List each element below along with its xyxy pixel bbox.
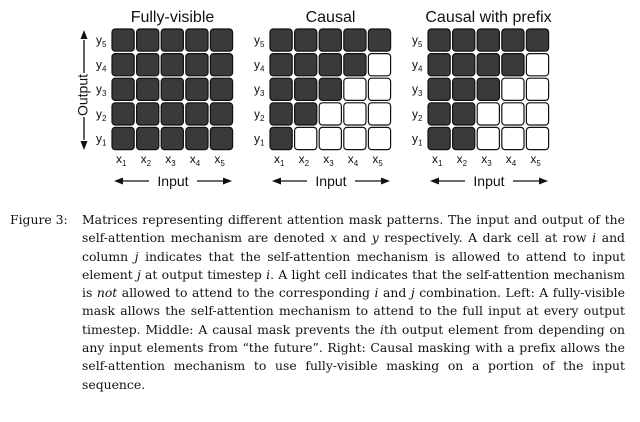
caption-part: allowed to attend to the corresponding bbox=[117, 285, 375, 301]
mask-cell-masked bbox=[526, 54, 548, 76]
column-label: $x_4$ bbox=[347, 152, 359, 168]
row-label: $y_1$ bbox=[412, 131, 423, 148]
mask-cell-visible bbox=[161, 103, 183, 125]
column-label: $x_3$ bbox=[165, 152, 176, 168]
input-axis-label: Input bbox=[157, 173, 189, 189]
mask-cell-visible bbox=[453, 78, 475, 100]
mask-cell-visible bbox=[137, 127, 159, 149]
mask-cell-visible bbox=[428, 29, 450, 51]
mask-cell-visible bbox=[295, 103, 317, 125]
caption-part: and bbox=[337, 230, 372, 246]
mask-cell-visible bbox=[319, 29, 341, 51]
column-label: $x_5$ bbox=[214, 152, 225, 168]
input-axis-label: Input bbox=[473, 173, 505, 189]
mask-cell-visible bbox=[477, 54, 499, 76]
column-label: $x_1$ bbox=[274, 152, 285, 168]
column-label: $x_2$ bbox=[456, 152, 468, 168]
input-axis-arrow-left bbox=[114, 178, 123, 185]
caption-math: j bbox=[134, 248, 139, 264]
mask-cell-visible bbox=[137, 54, 159, 76]
mask-cell-masked bbox=[477, 103, 499, 125]
column-label: $x_1$ bbox=[432, 152, 443, 168]
panel-title: Causal bbox=[305, 9, 356, 26]
panel-title: Causal with prefix bbox=[425, 9, 552, 26]
row-label: $y_1$ bbox=[96, 131, 107, 148]
mask-cell-masked bbox=[344, 78, 366, 100]
column-label: $x_5$ bbox=[530, 152, 541, 168]
mask-cell-masked bbox=[526, 103, 548, 125]
row-label: $y_4$ bbox=[96, 57, 107, 74]
attention-mask-figure bbox=[0, 0, 640, 200]
mask-cell-visible bbox=[270, 54, 292, 76]
mask-cell-visible bbox=[428, 78, 450, 100]
row-label: $y_2$ bbox=[96, 106, 107, 123]
caption-part: at output timestep bbox=[140, 266, 267, 282]
mask-cell-visible bbox=[344, 29, 366, 51]
input-axis-arrow-right bbox=[539, 178, 548, 185]
mask-cell-masked bbox=[526, 127, 548, 149]
column-label: $x_3$ bbox=[481, 152, 492, 168]
column-label: $x_2$ bbox=[298, 152, 310, 168]
mask-cell-visible bbox=[161, 78, 183, 100]
mask-cell-visible bbox=[112, 103, 134, 125]
row-label: $y_3$ bbox=[254, 82, 265, 99]
panel-title: Fully-visible bbox=[130, 9, 215, 26]
mask-cell-visible bbox=[112, 127, 134, 149]
mask-panel-causal-prefix bbox=[412, 9, 552, 190]
mask-cell-visible bbox=[295, 54, 317, 76]
input-axis-arrow-left bbox=[272, 178, 281, 185]
caption-label: Figure 3: bbox=[10, 212, 68, 227]
caption-math: y bbox=[371, 230, 379, 246]
caption-part: Matrices representing different attention mask patterns. The input and output of the self-attention mechanism are denoted bbox=[82, 212, 625, 246]
column-label: $x_1$ bbox=[116, 152, 127, 168]
mask-cell-visible bbox=[270, 103, 292, 125]
input-axis-arrow-right bbox=[381, 178, 390, 185]
row-label: $y_3$ bbox=[96, 82, 107, 99]
caption-part: and bbox=[378, 285, 411, 301]
mask-cell-visible bbox=[270, 127, 292, 149]
mask-cell-visible bbox=[295, 78, 317, 100]
input-axis-label: Input bbox=[315, 173, 347, 189]
mask-cell-masked bbox=[319, 127, 341, 149]
input-axis-arrow-right bbox=[223, 178, 232, 185]
caption-part: . A light cell indicates that the self-attention mechanism is bbox=[82, 266, 625, 301]
mask-cell-visible bbox=[186, 103, 208, 125]
mask-cell-masked bbox=[368, 127, 390, 149]
column-label: $x_2$ bbox=[140, 152, 152, 168]
mask-cell-visible bbox=[368, 29, 390, 51]
mask-cell-visible bbox=[428, 127, 450, 149]
mask-cell-masked bbox=[319, 103, 341, 125]
caption-part: indicates that the self-attention mechanism is allowed to attend to input element bbox=[82, 248, 625, 282]
caption-part: combination. Left: A fully-visible mask allows the self-attention mechanism to attend to the full input at every output timestep. Middle: A causal mask prevents the bbox=[82, 285, 625, 337]
mask-cell-visible bbox=[344, 54, 366, 76]
mask-cell-visible bbox=[428, 103, 450, 125]
caption-math: i bbox=[374, 285, 379, 301]
column-label: $x_4$ bbox=[505, 152, 517, 168]
mask-cell-masked bbox=[295, 127, 317, 149]
row-label: $y_3$ bbox=[412, 82, 423, 99]
output-axis-label: Output bbox=[74, 73, 91, 117]
mask-cell-visible bbox=[161, 29, 183, 51]
mask-cell-visible bbox=[526, 29, 548, 51]
caption-part: th output element from depending on any input elements from “the future”. Right: Causal masking with a prefix allows the self-attention mechanism to use fully-visible masking on a portion of the input sequence. bbox=[82, 321, 625, 392]
mask-cell-visible bbox=[453, 54, 475, 76]
caption-math: i bbox=[266, 266, 271, 282]
mask-cell-masked bbox=[477, 127, 499, 149]
mask-cell-visible bbox=[137, 103, 159, 125]
caption-math: j bbox=[136, 266, 141, 282]
mask-cell-visible bbox=[137, 29, 159, 51]
row-label: $y_4$ bbox=[412, 57, 423, 74]
mask-cell-visible bbox=[112, 78, 134, 100]
mask-cell-visible bbox=[453, 29, 475, 51]
row-label: $y_5$ bbox=[96, 33, 107, 49]
mask-cell-visible bbox=[319, 54, 341, 76]
mask-cell-visible bbox=[186, 54, 208, 76]
caption-math: j bbox=[410, 285, 415, 301]
mask-cell-visible bbox=[453, 103, 475, 125]
mask-cell-masked bbox=[368, 54, 390, 76]
row-label: $y_1$ bbox=[254, 131, 265, 148]
row-label: $y_5$ bbox=[254, 33, 265, 49]
mask-panel-causal bbox=[254, 9, 391, 190]
mask-cell-visible bbox=[112, 54, 134, 76]
row-label: $y_5$ bbox=[412, 33, 423, 49]
mask-cell-visible bbox=[210, 103, 232, 125]
mask-cell-visible bbox=[319, 78, 341, 100]
mask-cell-visible bbox=[295, 29, 317, 51]
mask-cell-visible bbox=[502, 29, 524, 51]
mask-cell-visible bbox=[112, 29, 134, 51]
mask-cell-visible bbox=[453, 127, 475, 149]
mask-cell-masked bbox=[502, 78, 524, 100]
mask-cell-masked bbox=[526, 78, 548, 100]
mask-cell-visible bbox=[428, 54, 450, 76]
caption-math: x bbox=[330, 230, 338, 246]
column-label: $x_5$ bbox=[372, 152, 383, 168]
mask-cell-visible bbox=[161, 54, 183, 76]
output-axis bbox=[75, 30, 93, 150]
row-label: $y_2$ bbox=[412, 106, 423, 123]
mask-cell-visible bbox=[477, 78, 499, 100]
caption-math: i bbox=[592, 230, 597, 246]
row-label: $y_2$ bbox=[254, 106, 265, 123]
mask-cell-visible bbox=[210, 78, 232, 100]
input-axis-arrow-left bbox=[430, 178, 439, 185]
column-label: $x_3$ bbox=[323, 152, 334, 168]
mask-cell-visible bbox=[210, 29, 232, 51]
row-label: $y_4$ bbox=[254, 57, 265, 74]
mask-cell-masked bbox=[368, 103, 390, 125]
mask-panel-fully-visible bbox=[96, 9, 233, 190]
mask-cell-visible bbox=[270, 29, 292, 51]
mask-cell-masked bbox=[368, 78, 390, 100]
mask-cell-visible bbox=[270, 78, 292, 100]
mask-cell-visible bbox=[210, 127, 232, 149]
mask-cell-visible bbox=[161, 127, 183, 149]
mask-cell-visible bbox=[186, 29, 208, 51]
mask-cell-visible bbox=[477, 29, 499, 51]
caption-part: respectively. A dark cell at row bbox=[378, 230, 593, 246]
mask-cell-visible bbox=[137, 78, 159, 100]
column-label: $x_4$ bbox=[189, 152, 201, 168]
output-axis-arrow-up bbox=[81, 30, 88, 39]
mask-cell-visible bbox=[502, 54, 524, 76]
mask-cell-masked bbox=[344, 127, 366, 149]
caption-part: and column bbox=[82, 230, 625, 264]
mask-cell-visible bbox=[186, 127, 208, 149]
mask-cell-masked bbox=[502, 127, 524, 149]
output-axis-arrow-down bbox=[81, 141, 88, 150]
caption-math: i bbox=[380, 321, 385, 337]
mask-cell-masked bbox=[502, 103, 524, 125]
caption-emphasis: not bbox=[96, 285, 118, 301]
mask-cell-masked bbox=[344, 103, 366, 125]
mask-cell-visible bbox=[210, 54, 232, 76]
figure-caption bbox=[10, 211, 625, 394]
mask-cell-visible bbox=[186, 78, 208, 100]
caption-text bbox=[82, 211, 625, 394]
